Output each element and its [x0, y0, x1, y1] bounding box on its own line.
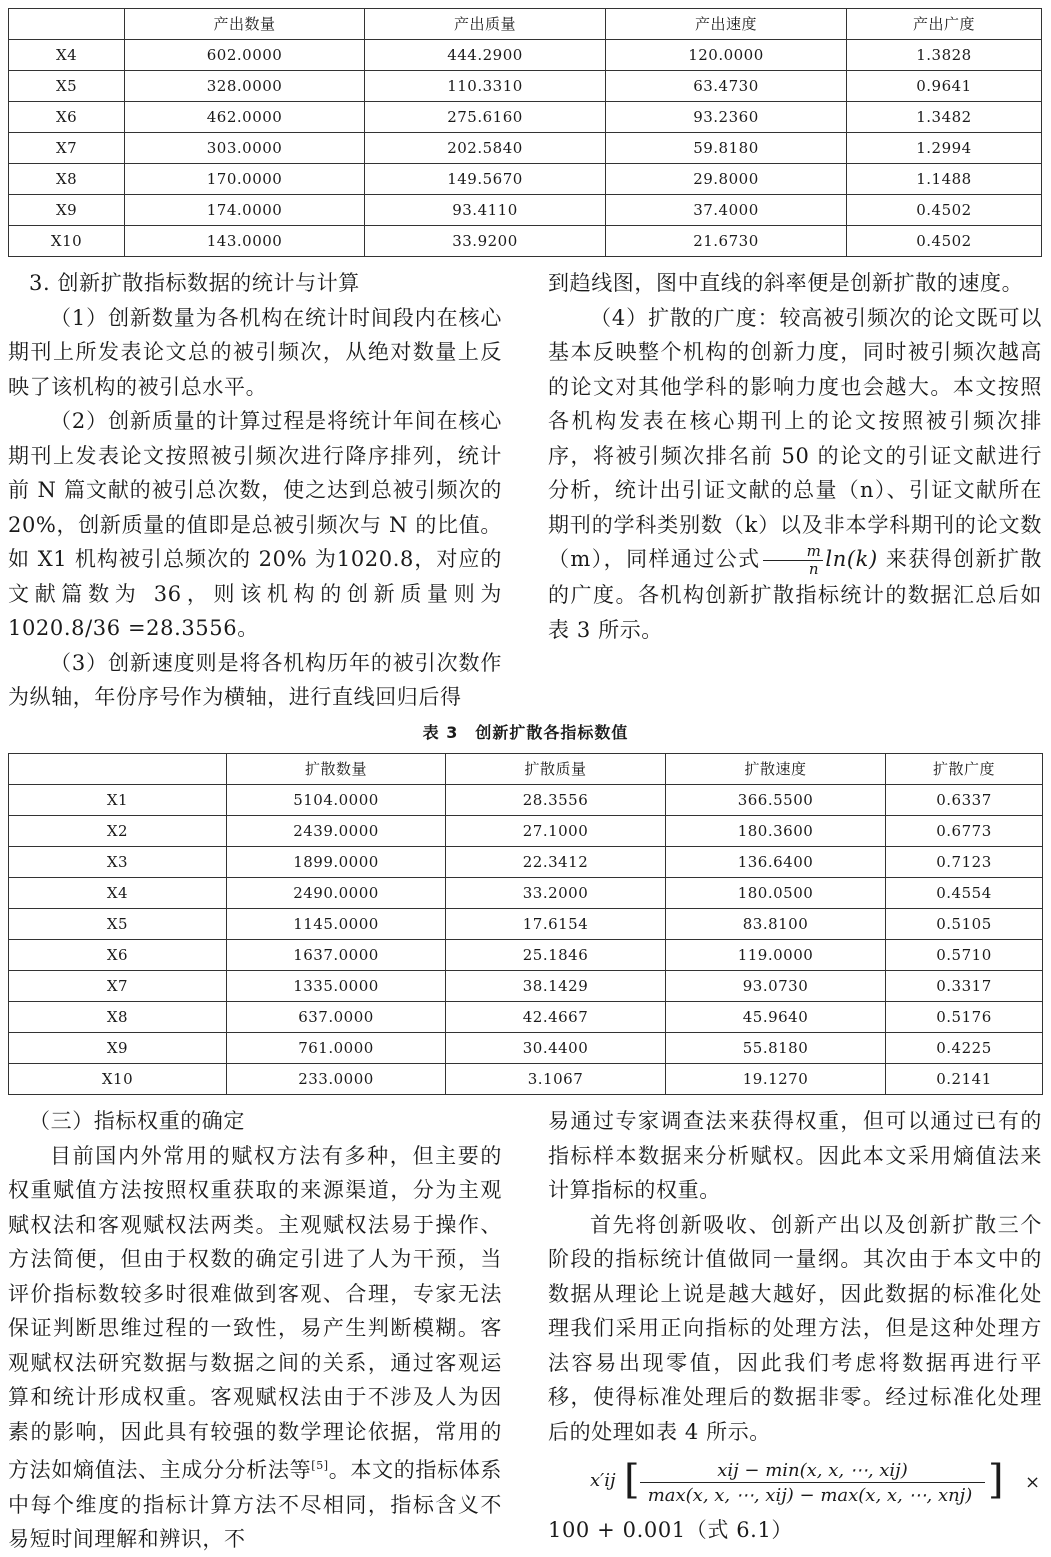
left-column-1 — [8, 266, 502, 715]
row-label: X3 — [9, 847, 227, 878]
formula-bracket-right: ] — [988, 1457, 1004, 1503]
table-cell: 143.0000 — [125, 226, 365, 257]
column-header: 扩散速度 — [666, 754, 886, 785]
formula-6-1 — [590, 1458, 1045, 1510]
section-heading: 3. 创新扩散指标数据的统计与计算 — [29, 271, 360, 295]
table-cell: 17.6154 — [446, 909, 666, 940]
table-caption: 表 3 创新扩散各指标数值 — [422, 723, 629, 742]
table-cell: 149.5670 — [365, 164, 606, 195]
table-cell: 0.7123 — [886, 847, 1043, 878]
column-header: 扩散数量 — [227, 754, 446, 785]
table-cell: 3.1067 — [446, 1064, 666, 1095]
table-cell: 328.0000 — [125, 71, 365, 102]
table-cell: 1637.0000 — [227, 940, 446, 971]
table-cell: 110.3310 — [365, 71, 606, 102]
table-cell: 174.0000 — [125, 195, 365, 226]
table-cell: 444.2900 — [365, 40, 606, 71]
table-cell: 233.0000 — [227, 1064, 446, 1095]
table-cell: 275.6160 — [365, 102, 606, 133]
table-cell: 761.0000 — [227, 1033, 446, 1064]
row-label: X8 — [9, 164, 125, 195]
table-cell: 19.1270 — [666, 1064, 886, 1095]
table-cell: 21.6730 — [605, 226, 846, 257]
table-cell: 93.2360 — [605, 102, 846, 133]
formula-numerator: xij − min(x, x, ⋯, xij) — [640, 1460, 985, 1483]
table-row — [9, 226, 1042, 257]
row-label: X7 — [9, 971, 227, 1002]
table-cell: 119.0000 — [666, 940, 886, 971]
table-row — [9, 71, 1042, 102]
row-label: X4 — [9, 878, 227, 909]
paragraph — [548, 301, 1042, 648]
row-label: X2 — [9, 816, 227, 847]
table-cell: 462.0000 — [125, 102, 365, 133]
table-cell: 1145.0000 — [227, 909, 446, 940]
table-cell: 30.4400 — [446, 1033, 666, 1064]
table-row — [9, 1033, 1043, 1064]
table-cell: 0.5176 — [886, 1002, 1043, 1033]
table-cell: 22.3412 — [446, 847, 666, 878]
paragraph-text: 来获得创新扩散的广度。各机构创新扩散指标统计的数据汇总后如表 3 所示。 — [548, 547, 1042, 642]
table-cell: 28.3556 — [446, 785, 666, 816]
table-cell: 5104.0000 — [227, 785, 446, 816]
left-column-2 — [8, 1104, 502, 1557]
column-header: 产出质量 — [365, 9, 606, 40]
table-cell: 33.9200 — [365, 226, 606, 257]
table-cell: 25.1846 — [446, 940, 666, 971]
column-header: 扩散广度 — [886, 754, 1043, 785]
row-label: X4 — [9, 40, 125, 71]
table-cell: 170.0000 — [125, 164, 365, 195]
paragraph-continuation: 易通过专家调查法来获得权重，但可以通过已有的指标样本数据来分析赋权。因此本文采用熵值法来计算指标的权重。 — [548, 1109, 1042, 1202]
table-cell: 59.8180 — [605, 133, 846, 164]
paragraph: 首先将创新吸收、创新产出以及创新扩散三个阶段的指标统计值做同一量纲。其次由于本文中的数据从理论上说是越大越好，因此数据的标准化处理我们采用正向指标的处理方法，但是这种处理方法容易出现零值，因此我们考虑将数据再进行平移，使得标准处理后的数据非零。经过标准化处理后的处理如表 4 所示。 — [548, 1212, 1042, 1444]
row-label: X10 — [9, 226, 125, 257]
table-row — [9, 40, 1042, 71]
table-cell: 1335.0000 — [227, 971, 446, 1002]
table-cell: 29.8000 — [605, 164, 846, 195]
table-cell: 38.1429 — [446, 971, 666, 1002]
paragraph — [8, 1139, 502, 1557]
paragraph-continuation: 到趋线图，图中直线的斜率便是创新扩散的速度。 — [548, 271, 1024, 295]
paragraph: （2）创新质量的计算过程是将统计年间在核心期刊上发表论文按照被引频次进行降序排列，统计前 N 篇文献的被引总次数，使之达到总被引频次的 20%，创新质量的值即是总被引频次与 N 的比值。如 X1 机构被引总频次的 20% 为1020.8，对应的文献篇数为 36，则该机构的创新质量则为 1020.8/36 =28.3556。 — [8, 409, 502, 640]
table-cell: 120.0000 — [605, 40, 846, 71]
table-cell: 0.4225 — [886, 1033, 1043, 1064]
table-row — [9, 940, 1043, 971]
row-label: X10 — [9, 1064, 227, 1095]
table-cell: 1899.0000 — [227, 847, 446, 878]
table-cell: 202.5840 — [365, 133, 606, 164]
table-row — [9, 164, 1042, 195]
row-label: X5 — [9, 71, 125, 102]
row-label: X5 — [9, 909, 227, 940]
formula-tail: 100 + 0.001（式 6.1） — [548, 1518, 794, 1542]
table-row — [9, 133, 1042, 164]
table-cell: 0.6773 — [886, 816, 1043, 847]
table-cell: 33.2000 — [446, 878, 666, 909]
row-label: X8 — [9, 1002, 227, 1033]
table-cell: 1.2994 — [846, 133, 1041, 164]
table-cell: 45.9640 — [666, 1002, 886, 1033]
table-cell: 2439.0000 — [227, 816, 446, 847]
table-cell: 0.2141 — [886, 1064, 1043, 1095]
row-label: X1 — [9, 785, 227, 816]
table-row — [9, 102, 1042, 133]
fraction-denominator: n — [808, 560, 820, 578]
fraction-numerator: m — [763, 543, 824, 561]
table-cell: 37.4000 — [605, 195, 846, 226]
table-cell: 303.0000 — [125, 133, 365, 164]
row-label: X9 — [9, 1033, 227, 1064]
table-cell: 366.5500 — [666, 785, 886, 816]
table-cell: 602.0000 — [125, 40, 365, 71]
column-header: 产出数量 — [125, 9, 365, 40]
formula-denominator: max(x, x, ⋯, xij) − max(x, x, ⋯, xnj) — [647, 1485, 973, 1506]
formula-times: × — [1025, 1472, 1041, 1493]
table-cell: 83.8100 — [666, 909, 886, 940]
right-column-1 — [548, 266, 1042, 647]
table-cell: 1.1488 — [846, 164, 1041, 195]
section-heading: （三）指标权重的确定 — [29, 1109, 245, 1133]
table-row — [9, 847, 1043, 878]
row-label: X9 — [9, 195, 125, 226]
formula-bracket-left: [ — [624, 1457, 640, 1503]
column-header — [9, 9, 125, 40]
row-label: X6 — [9, 102, 125, 133]
table-cell: 63.4730 — [605, 71, 846, 102]
table-cell: 2490.0000 — [227, 878, 446, 909]
table-row — [9, 785, 1043, 816]
table-cell: 93.0730 — [666, 971, 886, 1002]
table-cell: 93.4110 — [365, 195, 606, 226]
table-cell: 55.8180 — [666, 1033, 886, 1064]
table-cell: 42.4667 — [446, 1002, 666, 1033]
fraction — [763, 543, 824, 578]
table-cell: 136.6400 — [666, 847, 886, 878]
table-row — [9, 1064, 1043, 1095]
table-cell: 0.3317 — [886, 971, 1043, 1002]
paragraph: （3）创新速度则是将各机构历年的被引次数作为纵轴，年份序号作为横轴，进行直线回归后得 — [8, 650, 502, 709]
column-header: 产出广度 — [846, 9, 1041, 40]
row-label: X7 — [9, 133, 125, 164]
table-cell: 27.1000 — [446, 816, 666, 847]
paragraph: （1）创新数量为各机构在统计时间段内在核心期刊上所发表论文总的被引频次，从绝对数量上反映了该机构的被引总水平。 — [8, 305, 502, 399]
table-diffusion — [8, 753, 1043, 1095]
paragraph-text: 目前国内外常用的赋权方法有多种，但主要的权重赋值方法按照权重获取的来源渠道，分为主观赋权法和客观赋权法两类。主观赋权法易于操作、方法简便，但由于权数的确定引进了人为干预，当评价指标数较多时很难做到客观、合理，专家无法保证判断思维过程的一致性，易产生判断模糊。客观赋权法研究数据与数据之间的关系，通过客观运算和统计形成权重。客观赋权法由于不涉及人为因素的影响，因此具有较强的数学理论依据，常用的方法如熵值法、主成分分析法等 — [8, 1143, 502, 1482]
table-cell: 0.4502 — [846, 195, 1041, 226]
table-header-row — [9, 9, 1042, 40]
table-cell: 0.5105 — [886, 909, 1043, 940]
table-cell: 0.9641 — [846, 71, 1041, 102]
column-header — [9, 754, 227, 785]
paragraph-text: 。本文的指标体系中每个维度的指标计算方法不尽相同，指标含义不易短时间理解和辨识，不 — [8, 1458, 502, 1551]
table-row — [9, 971, 1043, 1002]
table-cell: 0.4502 — [846, 226, 1041, 257]
table-header-row — [9, 754, 1043, 785]
table-cell: 0.6337 — [886, 785, 1043, 816]
column-header: 扩散质量 — [446, 754, 666, 785]
table-row — [9, 1002, 1043, 1033]
table-row — [9, 816, 1043, 847]
column-header: 产出速度 — [605, 9, 846, 40]
table-cell: 0.5710 — [886, 940, 1043, 971]
table-row — [9, 878, 1043, 909]
citation: [5] — [311, 1459, 329, 1472]
right-column-2 — [548, 1104, 1042, 1449]
formula-ln: ln(k) — [825, 547, 878, 571]
table-cell: 0.4554 — [886, 878, 1043, 909]
table-row — [9, 195, 1042, 226]
table-output — [8, 8, 1042, 257]
table-cell: 180.0500 — [666, 878, 886, 909]
paragraph-text: （4）扩散的广度：较高被引频次的论文既可以基本反映整个机构的创新力度，同时被引频次越高的论文对其他学科的影响力度也会越大。本文按照各机构发表在核心期刊上的论文按照被引频次排序，将被引频次排名前 50 的论文的引证文献进行分析，统计出引证文献的总量（n）、引证文献所在期刊的学科类别数（k）以及非本学科期刊的论文数（m），同样通过公式 — [548, 305, 1042, 571]
table-cell: 1.3828 — [846, 40, 1041, 71]
table-row — [9, 909, 1043, 940]
row-label: X6 — [9, 940, 227, 971]
formula-lhs: x′ij — [590, 1470, 616, 1491]
table-cell: 637.0000 — [227, 1002, 446, 1033]
table-cell: 180.3600 — [666, 816, 886, 847]
table-cell: 1.3482 — [846, 102, 1041, 133]
